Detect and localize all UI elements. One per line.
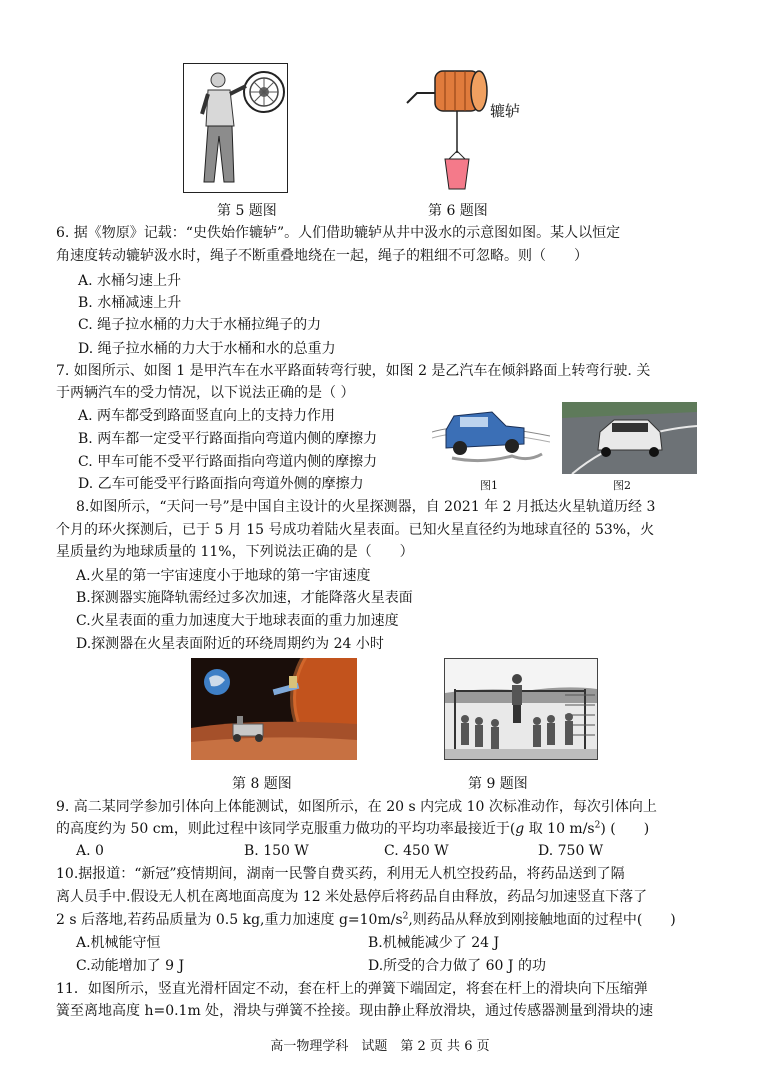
white-car-drawing <box>562 402 697 474</box>
q6-option-b: B. 水桶减速上升 <box>78 295 182 311</box>
q8-line-2: 个月的环火探测后，已于 5 月 15 号成功着陆火星表面。已知火星直径约为地球直径的 53%，火 <box>56 522 655 538</box>
q7-option-a: A. 两车都受到路面竖直向上的支持力作用 <box>78 408 336 424</box>
q9-option-b: B. 150 W <box>244 843 309 859</box>
q10-line-3 <box>56 910 676 930</box>
q11-line-1: 11．如图所示，竖直光滑杆固定不动，套在杆上的弹簧下端固定，将套在杆上的滑块向下压缩弹 <box>56 981 648 997</box>
figure-9 <box>444 658 598 760</box>
pullup-drawing <box>445 659 597 759</box>
q7-line-1: 7. 如图所示、如图 1 是甲汽车在水平路面转弯行驶，如图 2 是乙汽车在倾斜路面上转弯行驶. 关 <box>56 363 651 379</box>
q10-line-3b: ,则药品从释放到刚接触地面的过程中( ) <box>408 912 676 928</box>
q6-option-a: A. 水桶匀速上升 <box>78 273 182 289</box>
q9-option-d: D. 750 W <box>538 843 604 859</box>
q10-option-d: D.所受的合力做了 60 J 的功 <box>368 958 546 974</box>
figure-7-2 <box>562 402 697 474</box>
mars-probe-drawing <box>191 658 357 760</box>
q9-option-c: C. 450 W <box>384 843 449 859</box>
q6-option-d: D. 绳子拉水桶的力大于水桶和水的总重力 <box>78 341 336 357</box>
figure-6 <box>405 55 535 195</box>
q6-option-c: C. 绳子拉水桶的力大于水桶拉绳子的力 <box>78 317 322 333</box>
figure-8 <box>191 658 357 760</box>
windlass-label: 辘轳 <box>490 102 521 120</box>
windlass-drawing <box>405 55 535 195</box>
q9-line-1: 9. 高二某同学参加引体向上体能测试，如图所示，在 20 s 内完成 10 次标准动作，每次引体向上 <box>56 799 657 815</box>
q8-option-c: C.火星表面的重力加速度大于地球表面的重力加速度 <box>76 613 399 629</box>
q9-line-2 <box>56 819 649 839</box>
figure-5-caption: 第 5 题图 <box>217 203 277 219</box>
q10-option-c: C.动能增加了 9 J <box>76 958 185 974</box>
figure-7-1-label: 图1 <box>480 479 498 492</box>
figure-8-caption: 第 8 题图 <box>232 776 292 792</box>
q11-line-2: 簧至离地高度 h=0.1m 处，滑块与弹簧不拴接。现由静止释放滑块，通过传感器测量到滑块的速 <box>56 1003 654 1019</box>
q10-option-b: B.机械能减少了 24 J <box>368 935 500 951</box>
q6-line-2: 角速度转动辘轳汲水时，绳子不断重叠地绕在一起，绳子的粗细不可忽略。则（ ） <box>56 248 588 264</box>
q9-g-symbol: g <box>515 821 525 837</box>
q8-option-d: D.探测器在火星表面附近的环绕周期约为 24 小时 <box>76 636 384 652</box>
q10-option-a: A.机械能守恒 <box>76 935 161 951</box>
figure-6-caption: 第 6 题图 <box>428 203 488 219</box>
figure-5-drawing <box>184 64 287 192</box>
q9-option-a: A. 0 <box>76 843 104 859</box>
q7-option-d: D. 乙车可能受平行路面指向弯道外侧的摩擦力 <box>78 476 364 492</box>
q8-option-b: B.探测器实施降轨需经过多次加速，才能降落火星表面 <box>76 590 413 606</box>
q9-line-2b: 取 10 m/s <box>524 821 595 837</box>
q8-line-3: 星质量约为地球质量的 11%，下列说法正确的是（ ） <box>56 544 414 560</box>
q10-line-3a: 2 s 后落地,若药品质量为 0.5 kg,重力加速度 g=10m/s <box>56 912 403 928</box>
figure-9-caption: 第 9 题图 <box>468 776 528 792</box>
figure-7-2-label: 图2 <box>613 479 631 492</box>
figure-7-1 <box>432 402 550 474</box>
q7-option-b: B. 两车都一定受平行路面指向弯道内侧的摩擦力 <box>78 431 378 447</box>
q8-option-a: A.火星的第一宇宙速度小于地球的第一宇宙速度 <box>76 568 371 584</box>
q9-line-2a: 的高度约为 50 cm，则此过程中该同学克服重力做功的平均功率最接近于( <box>56 821 516 837</box>
figure-5 <box>183 63 288 193</box>
q8-line-1: 8.如图所示，“天问一号”是中国自主设计的火星探测器，自 2021 年 2 月抵达火星轨道历经 3 <box>76 499 656 515</box>
q9-line-2c: ) ( ) <box>600 821 650 837</box>
q9-sup: 2 <box>594 820 601 831</box>
q7-option-c: C. 甲车可能不受平行路面指向弯道内侧的摩擦力 <box>78 454 378 470</box>
q7-line-2: 于两辆汽车的受力情况，以下说法正确的是（ ） <box>56 385 355 401</box>
page-footer: 高一物理学科 试题 第 2 页 共 6 页 <box>270 1039 490 1054</box>
q10-sup: 2 <box>402 911 409 922</box>
blue-car-drawing <box>432 402 550 474</box>
q10-line-1: 10.据报道：“新冠”疫情期间，湖南一民警自费买药，利用无人机空投药品，将药品送到了隔 <box>56 866 625 882</box>
q6-line-1: 6. 据《物原》记载：“史佚始作辘轳”。人们借助辘轳从井中汲水的示意图如图。某人以恒定 <box>56 225 621 241</box>
q10-line-2: 离人员手中.假设无人机在离地面高度为 12 米处悬停后将药品自由释放，药品匀加速竖直下落了 <box>56 889 648 905</box>
